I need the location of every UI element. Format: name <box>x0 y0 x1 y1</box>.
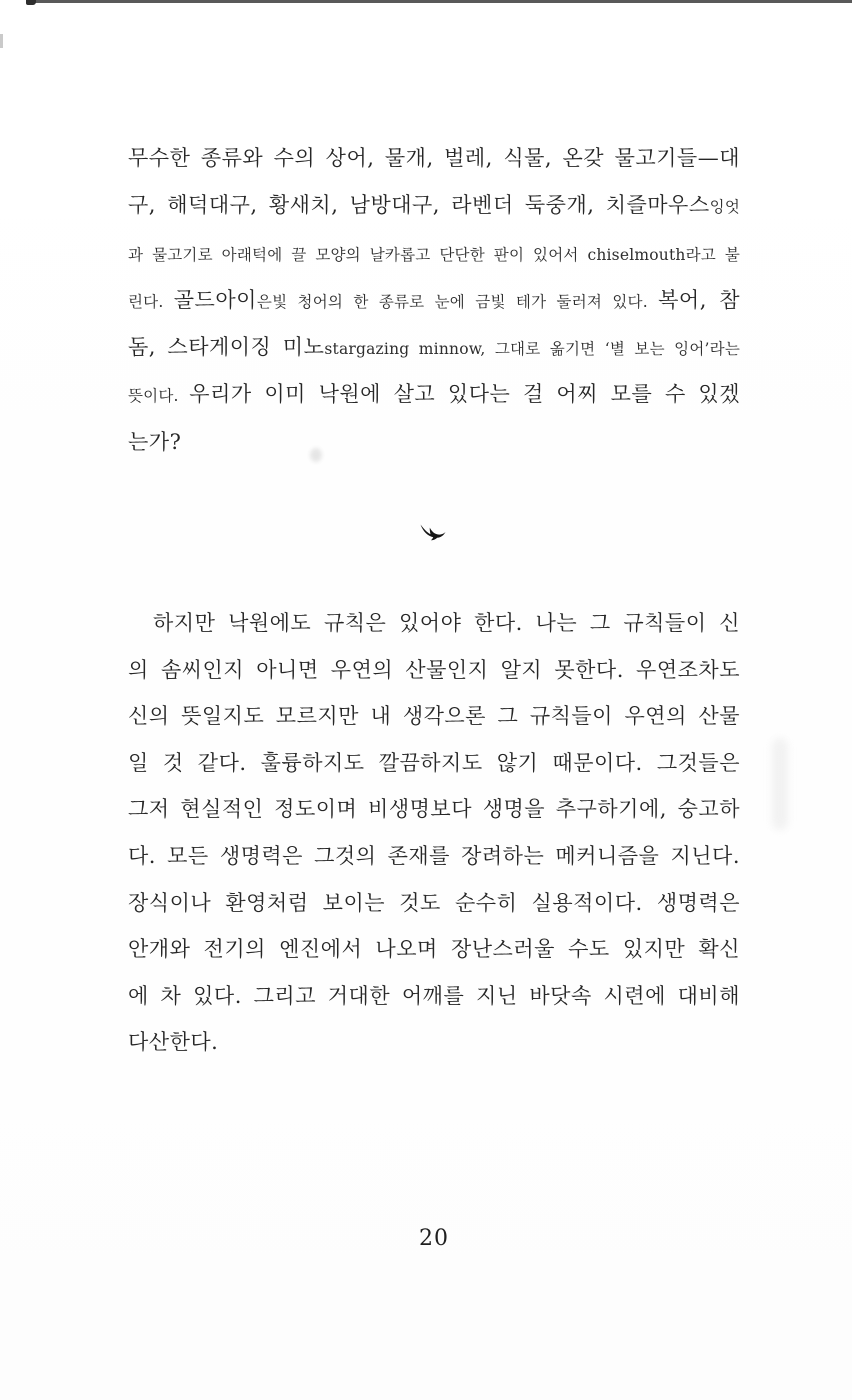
gloss-text: 은빛 청어의 한 종류로 눈에 금빛 테가 둘러져 있다. <box>256 292 659 311</box>
body-text: 복어, 참 <box>658 287 740 312</box>
bird-icon <box>420 524 446 542</box>
section-divider <box>420 524 446 542</box>
p1-line-4 <box>128 277 740 324</box>
scan-artifact-top-blob <box>26 0 36 5</box>
body-text: 우리가 이미 낙원에 살고 있다는 걸 어찌 모를 수 있겠 <box>189 382 740 407</box>
scan-artifact-top-line <box>26 0 852 3</box>
gloss-text: stargazing minnow, 그대로 옮기면 ‘별 보는 잉어’라는 <box>324 340 740 359</box>
p2-line-4: 일 것 같다. 훌륭하지도 깔끔하지도 않기 때문이다. 그것들은 <box>128 750 740 775</box>
gloss-text: 린다. <box>128 292 174 311</box>
p2-line-10: 다산한다. <box>128 1030 219 1055</box>
p1-line-5 <box>128 324 740 371</box>
p2-line-6: 다. 모든 생명력은 그것의 존재를 장려하는 메커니즘을 지닌다. <box>128 843 740 868</box>
paragraph-2 <box>128 600 740 1066</box>
p1-line-6 <box>128 371 740 418</box>
scan-artifact-streak <box>772 738 788 830</box>
scan-artifact-left-tick <box>0 34 3 48</box>
paragraph-1 <box>128 135 740 466</box>
page-number: 20 <box>419 1226 449 1251</box>
p2-line-9: 에 차 있다. 그리고 거대한 어깨를 지닌 바닷속 시련에 대비해 <box>128 983 740 1008</box>
p2-line-5: 그저 현실적인 정도이며 비생명보다 생명을 추구하기에, 숭고하 <box>128 797 740 822</box>
p2-line-8: 안개와 전기의 엔진에서 나오며 장난스러울 수도 있지만 확신 <box>128 937 740 962</box>
p2-line-3: 신의 뜻일지도 모르지만 내 생각으론 그 규칙들이 우연의 산물 <box>128 704 740 729</box>
gloss-text: 뜻이다. <box>128 387 190 406</box>
body-text: 는가? <box>128 429 182 454</box>
p1-line-1 <box>128 135 740 182</box>
body-text: 골드아이 <box>173 287 257 312</box>
gloss-text: 잉엇 <box>709 198 740 217</box>
p2-line-7: 장식이나 환영처럼 보이는 것도 순수히 실용적이다. 생명력은 <box>128 890 740 915</box>
body-text: 돔, 스타게이징 미노 <box>128 335 325 360</box>
body-text: 구, 해덕대구, 황새치, 남방대구, 라벤더 둑중개, 치즐마우스 <box>128 193 710 218</box>
p1-line-2 <box>128 182 740 229</box>
p2-line-1: 하지만 낙원에도 규칙은 있어야 한다. 나는 그 규칙들이 신 <box>153 611 740 635</box>
p1-line-3 <box>128 230 740 277</box>
gloss-text: 과 물고기로 아래턱에 끌 모양의 날카롭고 단단한 판이 있어서 chiselmouth라고 불 <box>128 245 740 264</box>
p1-line-7 <box>128 419 740 466</box>
p2-line-2: 의 솜씨인지 아니면 우연의 산물인지 알지 못한다. 우연조차도 <box>128 657 740 682</box>
body-text: 무수한 종류와 수의 상어, 물개, 벌레, 식물, 온갖 물고기들—대 <box>128 146 740 170</box>
